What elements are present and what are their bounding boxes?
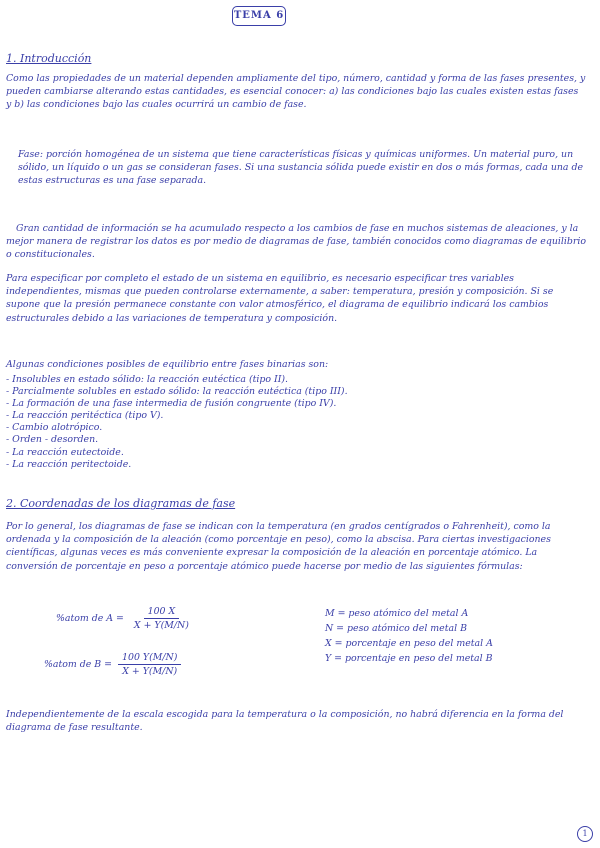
page-number: 1	[577, 826, 593, 842]
formula-atom-a	[56, 606, 193, 631]
section-1-heading: 1. Introducción	[6, 52, 92, 65]
list-item: - La reacción eutectoide.	[6, 446, 124, 458]
phase-definition	[18, 148, 584, 188]
list-item: - La formación de una fase intermedia de fusión congruente (tipo IV).	[6, 398, 337, 410]
formula-atom-b	[44, 652, 181, 677]
formula-lhs: %atom de A =	[56, 613, 124, 624]
list-item: - Cambio alotrópico.	[6, 422, 103, 434]
denominator: X + Y(M/N)	[122, 666, 178, 677]
list-item: - Orden - desorden.	[6, 434, 99, 446]
conclusion-paragraph: Independientemente de la escala escogida para la temperatura o la composición, no habrá diferencia en la forma del diagrama de fase resultante.	[6, 709, 564, 734]
list-item: - Parcialmente solubles en estado sólido: la reacción eutéctica (tipo III).	[6, 386, 348, 398]
list-intro: Algunas condiciones posibles de equilibrio entre fases binarias son:	[6, 359, 329, 370]
formula-lhs: %atom de B =	[44, 659, 113, 670]
variable-legend	[325, 606, 493, 666]
coordinates-paragraph: Por lo general, los diagramas de fase se indican con la temperatura (en grados centígrados o Fahrenheit), como la ordenada y la composición de la aleación (como porcentaje en peso), como la abscisa. Para ciertas investigaciones científicas, algunas veces es más conveniente expresar la composición de la aleación en porcentaje atómico. La conversión de porcentaje en peso a porcentaje atómico puede hacerse por medio de las siguientes fórmulas:	[6, 521, 551, 572]
legend-item: M = peso atómico del metal A	[325, 608, 469, 619]
legend-item: X = porcentaje en peso del metal A	[325, 638, 493, 649]
definition-text: porción homogénea de un sistema que tiene características físicas y químicas uniformes. Un material puro, un sólido, un líquido o un gas se consideran fases. Si una sustancia sólida puede existir en dos o más formas, cada una de estas estructuras es una fase separada.	[18, 149, 584, 187]
fraction	[118, 652, 181, 677]
variables-paragraph: Para especificar por completo el estado de un sistema en equilibrio, es necesario especificar tres variables independientes, mismas que pueden controlarse externamente, a saber: temperatura, presión y composición. Si se supone que la presión permanece constante con valor atmosférico, el diagrama de equilibrio indicará los cambios estructurales debido a las variaciones de temperatura y composición.	[6, 273, 554, 324]
intro-paragraph: Como las propiedades de un material dependen ampliamente del tipo, número, cantidad y forma de las fases presentes, y pueden cambiarse alterando estas cantidades, es esencial conocer: a) las condiciones bajo las cuales existen estas fases y b) las condiciones bajo las cuales ocurrirá un cambio de fase.	[6, 73, 586, 111]
list-item: - La reacción peritectoide.	[6, 458, 132, 470]
page-title: TEMA 6	[232, 6, 286, 26]
section-2-heading: 2. Coordenadas de los diagramas de fase	[6, 497, 236, 510]
phase-diagrams-paragraph: Gran cantidad de información se ha acumulado respecto a los cambios de fase en muchos sistemas de aleaciones, y la mejor manera de registrar los datos es por medio de diagramas de fase, también conocidos como diagramas de equilibrio o constitucionales.	[6, 223, 586, 261]
list-item: - Insolubles en estado sólido: la reacción eutéctica (tipo II).	[6, 374, 289, 385]
list-item: - La reacción peritéctica (tipo V).	[6, 410, 164, 422]
legend-item: Y = porcentaje en peso del metal B	[325, 653, 493, 664]
numerator: 100 Y(M/N)	[118, 652, 181, 665]
equilibrium-list	[6, 374, 348, 471]
fraction	[130, 606, 193, 631]
numerator: 100 X	[144, 606, 180, 619]
definition-term: Fase:	[18, 149, 43, 160]
denominator: X + Y(M/N)	[133, 620, 189, 631]
legend-item: N = peso atómico del metal B	[325, 623, 467, 634]
